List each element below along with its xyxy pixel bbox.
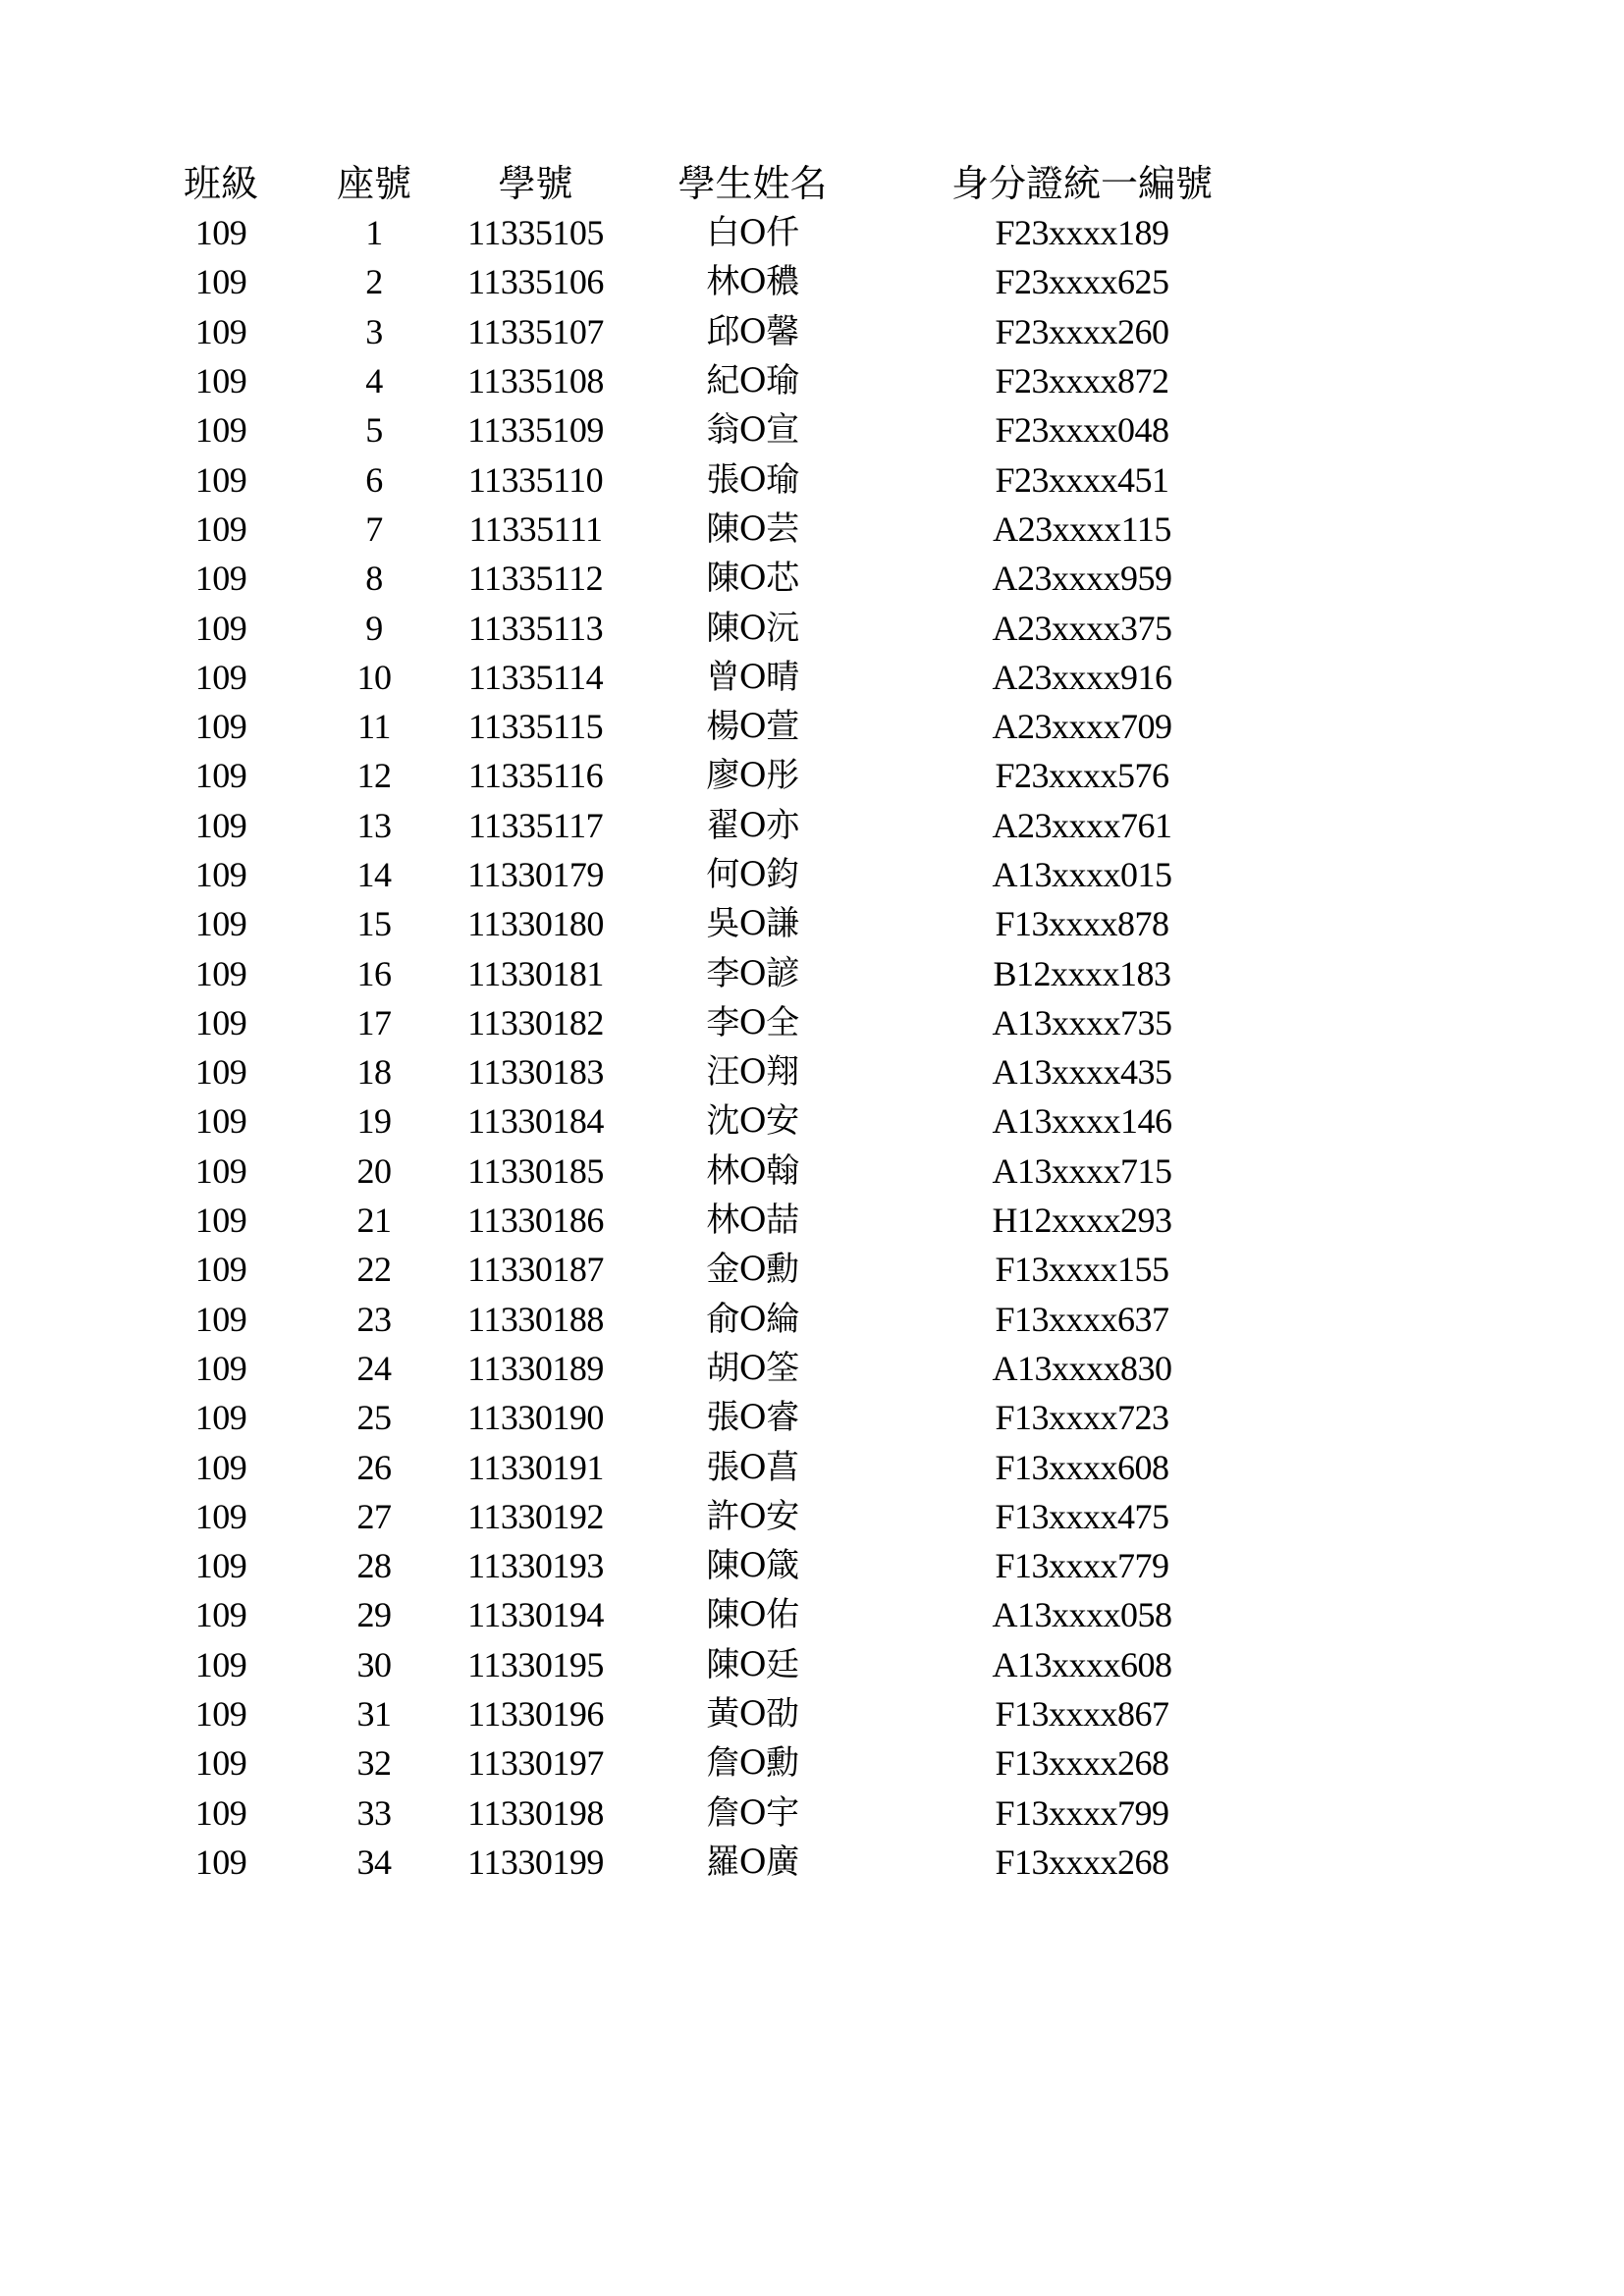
cell-student-id: 11335117 [467,805,604,845]
cell-student-id: 11330187 [467,1250,604,1290]
cell-national-id: F13xxxx608 [995,1447,1169,1487]
cell-class: 109 [194,1150,247,1191]
table-row [147,603,1276,652]
table-row [147,1590,1276,1639]
cell-seat-number: 7 [365,508,383,549]
cell-student-id: 11335106 [467,262,604,302]
table-row [147,1196,1276,1245]
cell-student-name: 林O翰 [706,1150,799,1191]
cell-national-id: A13xxxx830 [992,1348,1172,1388]
cell-student-name: 汪O翔 [706,1052,799,1093]
cell-seat-number: 30 [356,1644,392,1684]
cell-student-name: 翟O亦 [706,805,799,845]
cell-class: 109 [194,805,247,845]
table-row [147,998,1276,1047]
cell-seat-number: 10 [356,657,392,697]
cell-student-name: 李O全 [706,1002,799,1042]
cell-student-name: 黃O劭 [706,1694,799,1735]
cell-seat-number: 17 [356,1002,392,1042]
cell-student-name: 陳O沅 [706,608,799,648]
cell-class: 109 [194,311,247,351]
cell-seat-number: 22 [356,1250,392,1290]
cell-class: 109 [194,1348,247,1388]
cell-national-id: A13xxxx015 [992,855,1172,894]
cell-student-id: 11335111 [468,508,603,549]
cell-seat-number: 32 [356,1743,392,1784]
cell-class: 109 [194,361,247,401]
cell-student-name: 張O菖 [706,1447,799,1487]
cell-student-name: 林O喆 [706,1201,799,1241]
cell-national-id: A13xxxx735 [992,1002,1172,1042]
cell-class: 109 [194,1447,247,1487]
cell-class: 109 [194,1299,247,1339]
cell-student-name: 羅O廣 [706,1842,799,1882]
cell-student-name: 何O鈞 [706,855,799,894]
cell-student-name: 李O諺 [706,953,799,993]
cell-student-name: 陳O芸 [706,508,799,549]
cell-student-name: 沈O安 [706,1101,799,1142]
cell-national-id: A13xxxx608 [992,1644,1172,1684]
table-row [147,1640,1276,1689]
cell-seat-number: 33 [356,1792,392,1833]
table-row [147,1789,1276,1838]
table-row [147,1738,1276,1788]
cell-seat-number: 15 [356,904,392,944]
table-body [147,208,1276,1887]
cell-student-id: 11335113 [467,608,604,648]
cell-national-id: F23xxxx625 [995,262,1169,302]
cell-student-id: 11330194 [467,1595,604,1635]
cell-student-name: 陳O芯 [706,559,799,599]
cell-seat-number: 5 [365,410,383,451]
cell-student-name: 俞O綸 [706,1299,799,1339]
cell-national-id: F13xxxx155 [995,1250,1169,1290]
cell-student-name: 張O睿 [706,1398,799,1438]
cell-class: 109 [194,213,247,253]
table-row [147,554,1276,603]
cell-seat-number: 9 [365,608,383,648]
table-row [147,702,1276,751]
table-header-row [147,147,1276,208]
cell-national-id: A23xxxx761 [992,805,1172,845]
cell-student-name: 林O穠 [706,262,799,302]
cell-student-name: 胡O筌 [706,1348,799,1388]
cell-student-id: 11330195 [467,1644,604,1684]
cell-national-id: F23xxxx451 [995,459,1169,500]
cell-class: 109 [194,559,247,599]
cell-seat-number: 13 [356,805,392,845]
cell-student-id: 11330188 [467,1299,604,1339]
cell-student-id: 11330191 [467,1447,604,1487]
cell-seat-number: 21 [356,1201,392,1241]
table-row [147,1541,1276,1590]
table-row [147,307,1276,356]
cell-national-id: A23xxxx375 [992,608,1172,648]
cell-student-name: 楊O萱 [706,707,799,747]
cell-national-id: F23xxxx576 [995,756,1169,796]
cell-national-id: A23xxxx115 [993,508,1171,549]
student-roster-table [147,147,1276,1887]
cell-national-id: A13xxxx715 [992,1150,1172,1191]
cell-student-id: 11330185 [467,1150,604,1191]
cell-seat-number: 16 [356,953,392,993]
cell-national-id: F13xxxx268 [995,1842,1169,1882]
cell-seat-number: 34 [356,1842,392,1882]
cell-student-name: 陳O箴 [706,1546,799,1586]
cell-student-name: 詹O宇 [706,1792,799,1833]
cell-national-id: H12xxxx293 [992,1201,1172,1241]
cell-student-id: 11335112 [467,559,604,599]
cell-seat-number: 8 [365,559,383,599]
cell-student-name: 陳O廷 [706,1644,799,1684]
cell-class: 109 [194,1052,247,1093]
cell-class: 109 [194,1644,247,1684]
cell-seat-number: 31 [356,1694,392,1735]
table-row [147,405,1276,454]
cell-class: 109 [194,1201,247,1241]
cell-national-id: F23xxxx048 [995,410,1169,451]
cell-student-name: 翁O宣 [706,410,799,451]
cell-seat-number: 3 [365,311,383,351]
cell-student-name: 白O仟 [706,213,799,253]
cell-student-id: 11330182 [467,1002,604,1042]
cell-student-id: 11330180 [467,904,604,944]
cell-seat-number: 11 [357,707,391,747]
cell-seat-number: 6 [365,459,383,500]
table-row [147,356,1276,405]
cell-national-id: F13xxxx637 [995,1299,1169,1339]
cell-seat-number: 28 [356,1546,392,1586]
cell-student-id: 11330196 [467,1694,604,1735]
column-header-class: 班級 [183,162,258,205]
cell-seat-number: 29 [356,1595,392,1635]
cell-class: 109 [194,1496,247,1536]
cell-seat-number: 27 [356,1496,392,1536]
table-row [147,454,1276,504]
cell-class: 109 [194,1595,247,1635]
table-row [147,1147,1276,1196]
cell-seat-number: 12 [356,756,392,796]
cell-student-id: 11335115 [467,707,604,747]
table-row [147,1393,1276,1442]
cell-national-id: F13xxxx867 [995,1694,1169,1735]
cell-national-id: F13xxxx475 [995,1496,1169,1536]
cell-student-id: 11330184 [467,1101,604,1142]
table-row [147,653,1276,702]
cell-seat-number: 18 [356,1052,392,1093]
cell-seat-number: 24 [356,1348,392,1388]
table-row [147,850,1276,899]
table-row [147,751,1276,800]
cell-national-id: F13xxxx878 [995,904,1169,944]
cell-national-id: A23xxxx959 [992,559,1172,599]
cell-seat-number: 14 [356,855,392,894]
cell-seat-number: 26 [356,1447,392,1487]
cell-class: 109 [194,707,247,747]
cell-student-name: 金O勳 [706,1250,799,1290]
cell-student-id: 11330189 [467,1348,604,1388]
cell-seat-number: 1 [365,213,383,253]
cell-student-id: 11330197 [467,1743,604,1784]
cell-national-id: A23xxxx709 [992,707,1172,747]
cell-national-id: F23xxxx260 [995,311,1169,351]
cell-student-name: 詹O勳 [706,1743,799,1784]
cell-student-id: 11330198 [467,1792,604,1833]
cell-class: 109 [194,1002,247,1042]
table-row [147,1838,1276,1887]
cell-national-id: F13xxxx268 [995,1743,1169,1784]
cell-class: 109 [194,1842,247,1882]
cell-seat-number: 23 [356,1299,392,1339]
cell-class: 109 [194,1792,247,1833]
cell-student-id: 11330179 [467,855,604,894]
cell-seat-number: 20 [356,1150,392,1191]
cell-student-name: 張O瑜 [706,459,799,500]
table-row [147,257,1276,306]
table-row [147,1047,1276,1096]
cell-national-id: A13xxxx058 [992,1595,1172,1635]
cell-seat-number: 19 [356,1101,392,1142]
cell-national-id: F23xxxx189 [995,213,1169,253]
column-header-national-id: 身分證統一編號 [950,162,1213,205]
cell-class: 109 [194,459,247,500]
table-row [147,1442,1276,1491]
cell-student-id: 11330183 [467,1052,604,1093]
cell-student-name: 廖O彤 [706,756,799,796]
cell-student-id: 11330181 [467,953,604,993]
table-row [147,801,1276,850]
cell-class: 109 [194,262,247,302]
cell-class: 109 [194,855,247,894]
table-row [147,208,1276,257]
cell-national-id: B12xxxx183 [993,953,1171,993]
cell-student-id: 11330186 [467,1201,604,1241]
cell-seat-number: 4 [365,361,383,401]
table-row [147,1344,1276,1393]
cell-class: 109 [194,1743,247,1784]
cell-class: 109 [194,608,247,648]
table-row [147,1492,1276,1541]
cell-class: 109 [194,1694,247,1735]
cell-student-name: 邱O馨 [706,311,799,351]
cell-class: 109 [194,1398,247,1438]
table-row [147,1245,1276,1294]
cell-class: 109 [194,953,247,993]
table-row [147,1689,1276,1738]
cell-student-name: 許O安 [706,1496,799,1536]
cell-seat-number: 2 [365,262,383,302]
column-header-student-name: 學生姓名 [677,162,828,205]
cell-student-id: 11335116 [467,756,604,796]
cell-class: 109 [194,657,247,697]
cell-student-name: 曾O晴 [706,657,799,697]
cell-student-id: 11330192 [467,1496,604,1536]
cell-student-id: 11330190 [467,1398,604,1438]
cell-student-id: 11335107 [467,311,604,351]
cell-student-id: 11335114 [467,657,604,697]
cell-student-id: 11335110 [467,459,604,500]
cell-national-id: A13xxxx435 [992,1052,1172,1093]
cell-class: 109 [194,1546,247,1586]
table-row [147,505,1276,554]
cell-national-id: F23xxxx872 [995,361,1169,401]
cell-class: 109 [194,756,247,796]
cell-class: 109 [194,1101,247,1142]
cell-national-id: F13xxxx779 [995,1546,1169,1586]
table-row [147,899,1276,948]
cell-student-name: 紀O瑜 [706,361,799,401]
cell-student-id: 11335109 [467,410,604,451]
cell-seat-number: 25 [356,1398,392,1438]
cell-class: 109 [194,410,247,451]
cell-student-id: 11330193 [467,1546,604,1586]
table-row [147,948,1276,997]
cell-student-id: 11335105 [467,213,604,253]
cell-national-id: A23xxxx916 [992,657,1172,697]
cell-student-id: 11330199 [467,1842,604,1882]
cell-national-id: A13xxxx146 [992,1101,1172,1142]
table-row [147,1096,1276,1146]
cell-national-id: F13xxxx723 [995,1398,1169,1438]
table-row [147,1295,1276,1344]
cell-class: 109 [194,508,247,549]
cell-class: 109 [194,1250,247,1290]
cell-student-id: 11335108 [467,361,604,401]
cell-national-id: F13xxxx799 [995,1792,1169,1833]
cell-student-name: 吳O謙 [706,904,799,944]
column-header-student-id: 學號 [498,162,573,205]
cell-student-name: 陳O佑 [706,1595,799,1635]
cell-class: 109 [194,904,247,944]
column-header-seat-number: 座號 [336,162,411,205]
